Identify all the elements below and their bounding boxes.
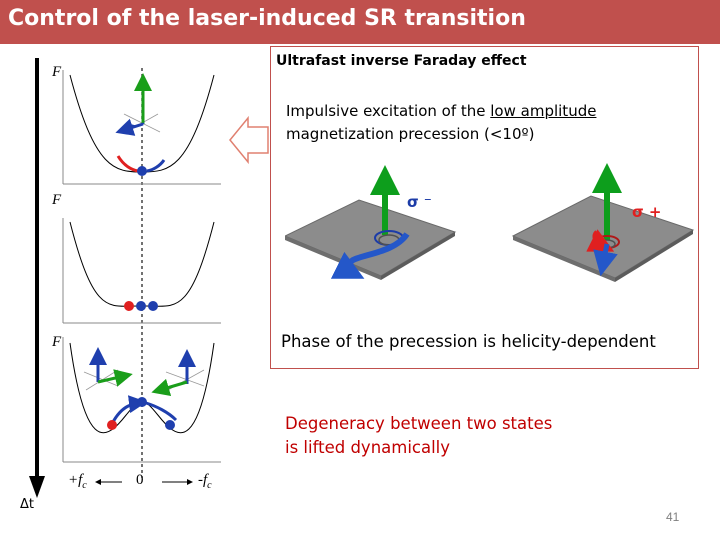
fc-minus-label: $-f_c$ [198, 472, 212, 491]
axis-label-f-1: F [52, 64, 62, 80]
conclusion-text: Degeneracy between two states is lifted dynamically [285, 414, 553, 457]
panel-1 [63, 70, 221, 184]
panel-2 [63, 218, 221, 323]
box-title: Ultrafast inverse Faraday effect [276, 53, 527, 69]
axis-label-f-3: F [52, 334, 62, 350]
time-label: Δt [20, 497, 34, 512]
box-description: Impulsive excitation of the low amplitude magnetization precession (<10º) [286, 102, 597, 143]
pointer-arrow [230, 118, 268, 162]
panel-3 [63, 337, 221, 462]
axis-label-f-2: F [52, 192, 62, 208]
precession-illustrations [285, 160, 695, 320]
phase-statement: Phase of the precession is helicity-dependent [281, 332, 656, 351]
slide-title: Control of the laser-induced SR transition [8, 6, 526, 31]
sigma-minus-label: σ ⁻ [407, 193, 432, 211]
sigma-plus-label: σ + [632, 203, 662, 221]
page-number: 41 [666, 510, 680, 524]
potential-diagram [0, 0, 270, 540]
plate-sigma-plus [513, 178, 693, 282]
fc-plus-label: $+f_c$ [68, 472, 87, 491]
zero-label: 0 [136, 472, 144, 488]
